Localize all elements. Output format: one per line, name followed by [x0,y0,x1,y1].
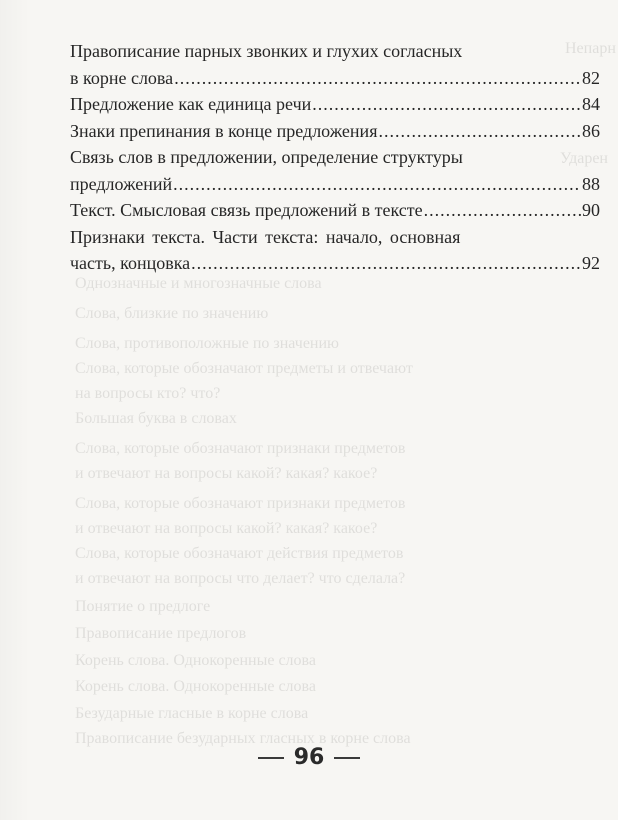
toc-page-number: 82 [582,67,600,88]
toc-entry-title: Знаки препинания в конце предложения [70,120,378,141]
toc-entry-last-line [70,65,600,92]
show-through-text: Непарн Ударен Однозначные и многозначные слова Слова, близкие по значению Слова, противоположные по значению Слова, которые обозначают предметы и отвечают на вопросы кто? что? Большая буква в словах Слова, которые обозначают признаки предметов и отвечают на вопросы какой? какая? какое? Слова, которые обозначают признаки предметов и отвечают на вопросы какой? какая? какое? Слова, которые обозначают действия предметов и отвечают на вопросы что делает? что сделала? Понятие о предлоге Правописание предлогов Корень слова. Однокоренные слова Корень слова. Однокоренные слова Безударные гласные в корне слова Правописание безударных гласных в корне слова [75,40,616,747]
toc-entry-line [70,91,600,118]
toc-page-number: 90 [582,200,600,220]
dot-leader [424,197,581,224]
toc-page-number: 86 [582,120,600,141]
toc-entry-title-continuation: предложений [70,173,173,194]
toc-entry-title-continuation: часть, концовка [70,253,191,273]
dot-leader [191,250,581,277]
toc-entry-line [70,118,600,145]
toc-entry[interactable] [70,224,600,277]
toc-entry-line [70,197,600,224]
dot-leader [174,65,581,92]
dot-leader [312,91,581,118]
toc-entry[interactable] [70,38,600,91]
toc-page-number: 92 [582,253,600,273]
toc-entry[interactable] [70,91,600,118]
dot-leader [378,118,581,145]
dot-leader [173,171,581,198]
toc-entry[interactable] [70,144,600,197]
toc-entry-title-line: Связь слов в предложении, определение структуры [70,147,463,167]
toc-entry[interactable] [70,197,600,224]
toc-entry-title-line: Правописание парных звонких и глухих согласных [70,41,463,61]
toc-entry-last-line [70,171,600,198]
page-number: 96 [293,745,325,770]
table-of-contents [70,38,600,277]
toc-entry-title-line: Признаки текста. Части текста: начало, основная [70,226,461,247]
toc-page-number: 88 [582,173,600,194]
toc-entry-title-continuation: в корне слова [70,67,174,88]
toc-entry-title: Текст. Смысловая связь предложений в тексте [70,200,423,220]
page-footer [0,745,618,770]
toc-entry-title: Предложение как единица речи [70,94,312,114]
toc-entry[interactable] [70,118,600,145]
toc-page-number: 84 [582,94,600,114]
toc-entry-last-line [70,250,600,277]
footer-dash-left [258,757,284,759]
footer-dash-right [334,757,360,759]
